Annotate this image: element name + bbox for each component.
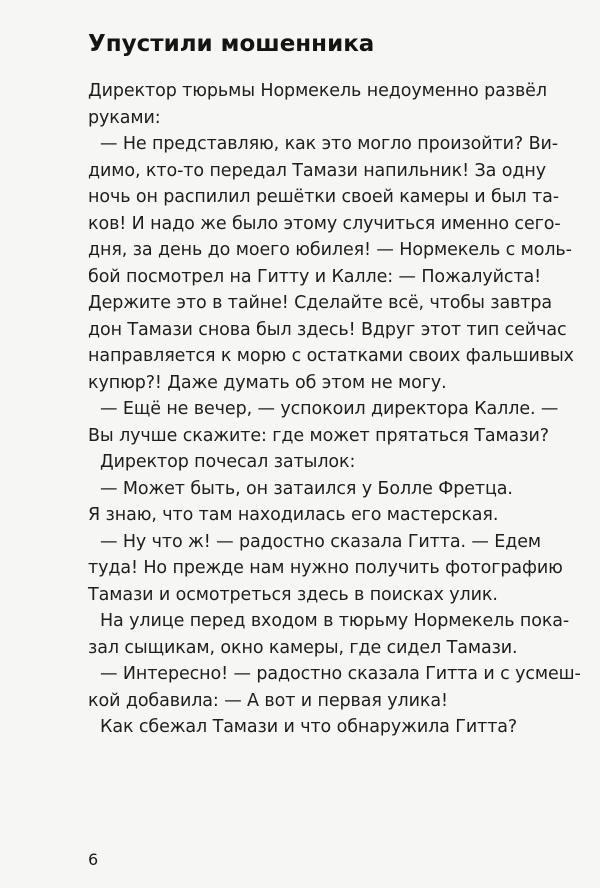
text-line: ков! И надо же было этому случиться именно сего- — [88, 213, 561, 234]
text-line: димо, кто-то передал Тамази напильник! За одну — [88, 160, 546, 181]
text-line: дня, за день до моего юбилея! — Нормекель с моль- — [88, 240, 572, 260]
text-line: купюр?! Даже думать об этом не могу. — [88, 372, 447, 393]
text-line: направляется к морю с остатками своих фальшивых — [88, 346, 574, 366]
page-title: Упустили мошенника — [88, 31, 375, 57]
text-line: Тамази и осмотреться здесь в поисках улик. — [88, 584, 498, 605]
text-line: Как сбежал Тамази и что обнаружила Гитта? — [100, 717, 518, 737]
text-line: зал сыщикам, окно камеры, где сидел Тамази. — [88, 637, 518, 658]
text-line: — Ну что ж! — радостно сказала Гитта. — Едем — [100, 531, 542, 552]
text-line: Директор тюрьмы Нормекель недоуменно развёл — [88, 81, 547, 101]
page-number: 6 — [88, 850, 99, 869]
text-line: На улице перед входом в тюрьму Нормекель пока- — [100, 611, 570, 631]
text-line: бой посмотрел на Гитту и Калле: — Пожалуйста! — [88, 266, 542, 287]
text-line: — Интересно! — радостно сказала Гитта и с усмеш- — [100, 664, 581, 684]
text-line: дон Тамази снова был здесь! Вдруг этот тип сейчас — [88, 319, 567, 340]
text-line: Держите это в тайне! Сделайте всё, чтобы завтра — [88, 293, 553, 313]
story-text — [88, 78, 588, 741]
text-line: — Не представляю, как это могло произойти? Ви- — [100, 134, 558, 154]
text-line: руками: — [88, 107, 161, 128]
text-line: Директор почесал затылок: — [100, 452, 356, 472]
text-line: — Может быть, он затаился у Болле Фретца. — [100, 478, 513, 499]
text-line: кой добавила: — А вот и первая улика! — [88, 690, 448, 711]
text-line: Я знаю, что там находилась его мастерская. — [88, 505, 499, 525]
text-line: ночь он распилил решётки своей камеры и был та- — [88, 187, 559, 207]
text-line: — Ещё не вечер, — успокоил директора Калле. — — [100, 399, 559, 419]
text-line: туда! Но прежде нам нужно получить фотографию — [88, 558, 563, 578]
text-line: Вы лучше скажите: где может прятаться Тамази? — [88, 425, 549, 446]
